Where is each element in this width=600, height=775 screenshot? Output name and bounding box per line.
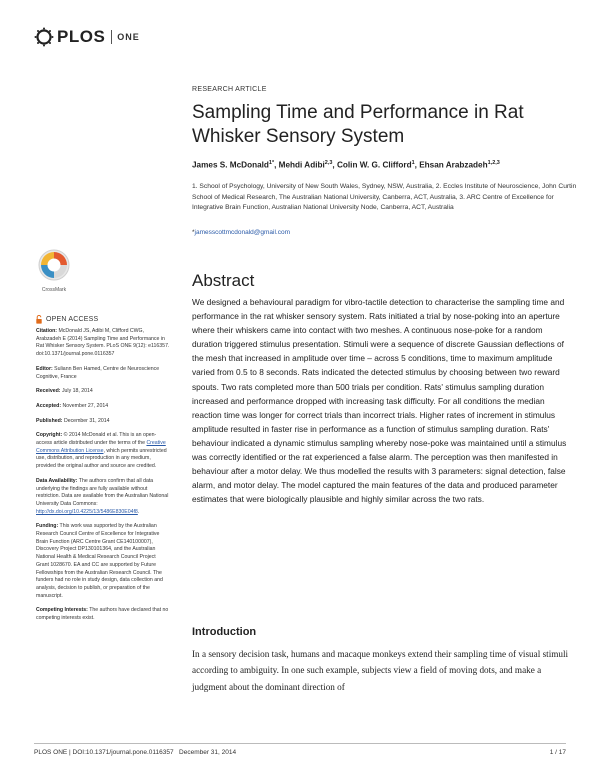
received-block [36,388,170,396]
author-name[interactable]: James S. McDonald [192,160,269,170]
author-name[interactable]: Ehsan Arabzadeh [419,160,488,170]
data-doi-link[interactable]: http://dx.doi.org/10.4225/13/5486E830E04f8 [36,508,138,515]
funding-block [36,523,170,600]
crossmark-icon[interactable] [34,248,74,298]
email-link[interactable]: jamesscottmcdonald@gmail.com [194,229,290,236]
published-label: Published: [36,417,63,424]
competing-interests-block [36,607,170,622]
plos-logo-icon [34,27,54,47]
editor-text: Suliann Ben Hamed, Centre de Neuroscience Cognitive, France [36,365,160,380]
published-date: December 31, 2014 [62,417,110,424]
logo-divider [111,30,112,44]
open-access-label: OPEN ACCESS [46,316,99,323]
email-marker: * [192,229,195,236]
open-access-badge [36,315,98,324]
copyright-block [36,432,170,471]
footer-divider [34,743,566,744]
footer-citation: PLOS ONE | DOI:10.1371/journal.pone.0116357 December 31, 2014 [34,749,237,756]
author-separator: , [332,160,337,170]
citation-text: McDonald JS, Adibi M, Clifford CWG, Arabzadeh E (2014) Sampling Time and Performance in Rat Whisker Sensory System. PLoS ONE 9(12): e116357. doi:10.1371/journal.pone.0116357 [36,328,170,358]
author-separator: , [274,160,279,170]
accepted-block [36,403,170,411]
author-affiliation-marker: 1* [268,160,275,166]
funding-text: This work was supported by the Australian Research Council Centre of Excellence for Integrative Brain Function (ARC Centre Grant CE140100007), Discovery Project DP130101364, and the Australian National Health & Medical Research Council Project Grant 1028670. EA and CC are supported by Future Fellowships from the Australian Research Council. The funders had no role in study design, data collection and analysis, decision to publish, or preparation of the manuscript. [36,523,163,599]
copyright-label: Copyright: [36,432,63,439]
copyright-text-end: , which permits unrestricted use, distribution, and reproduction in any medium, provided the original author and source are credited. [36,447,167,470]
author-separator: , [414,160,420,170]
page-number: 1 / 17 [549,749,566,756]
abstract-heading: Abstract [192,271,255,290]
author-name[interactable]: Mehdi Adibi [278,160,325,170]
data-availability-label: Data Availability: [36,477,78,484]
logo-sub-text: ONE [117,32,140,42]
accepted-date: November 27, 2014 [61,402,109,409]
accepted-label: Accepted: [36,402,62,409]
introduction-text: In a sensory decision task, humans and macaque monkeys extend their sampling time of visual stimuli according to ambiguity. In one such example, subjects view a field of moving dots, and make a judgment about the dominant direction of [192,649,569,692]
article-type-label: RESEARCH ARTICLE [192,86,267,93]
crossmark-label: CrossMark [41,287,67,293]
abstract-text: We designed a behavioural paradigm for vibro-tactile detection to characterise the sampling time and performance in the rat whisker sensory system. Rats initiated a trial by nose-poking into an aperture where their whiskers came into contact with two meshes. A continuous nose-poke for a random duration triggered stimulus presentation. Stimuli were a sequence of discrete Gaussian deflections of the mesh that increased in amplitude over time – across 5 conditions, time to maximum amplitude varied from 0.5 to 8 seconds. Rats indicated the detected stimulus by choosing between two reward spouts. Two rats completed more than 500 trials per condition. Rats' stimulus sampling duration increased and performance dropped with increasing task difficulty. For all conditions the median reaction time was longer for correct trials than incorrect trials. Higher rates of increment in stimulus amplitude resulted in faster rise in performance as a function of stimulus sampling duration. Rats' behaviour indicated a dynamic stimulus sampling whereby nose-poke was maintained until a stimulus was correctly identified or the rat experienced a false alarm. The perception was then manifested in behaviour after a motor delay. We thus modelled the results with 3 parameters: signal detection, false alarm, and motor delay. The model captured the main features of the data and produced parameter estimates that were biologically plausible and highly similar across the two rats. [192,297,567,505]
funding-label: Funding: [36,523,59,530]
received-label: Received: [36,388,61,395]
received-date: July 18, 2014 [60,388,93,395]
data-availability-text: The authors confirm that all data underlying the findings are fully available without restriction. Data are available from the Australian National University Data Commons: [36,477,169,507]
citation-label: Citation: [36,328,58,334]
author-name[interactable]: Colin W. G. Clifford [336,160,412,170]
affiliations: 1. School of Psychology, University of New South Wales, Sydney, NSW, Australia, 2. Eccles Institute of Neuroscience, John Curtin School of Medical Research, The Australian National University, Canberra, ACT, Australia, 3. ARC Centre of Excellence for Integrative Brain Function, Australian National University Node, Canberra, ACT, Australia [192,183,577,211]
journal-logo [34,26,140,48]
competing-interests-label: Competing Interests: [36,607,88,614]
data-availability-end: . [137,508,140,515]
corresponding-email [192,229,290,236]
author-affiliation-marker: 2,3 [324,160,333,166]
logo-brand-text: PLOS [57,27,106,46]
author-list [192,160,582,170]
competing-interests-text: The authors have declared that no competing interests exist. [36,607,169,622]
editor-label: Editor: [36,365,53,372]
open-lock-icon [36,315,42,324]
license-link[interactable]: Creative Commons Attribution License [36,440,166,454]
citation-block [36,328,170,359]
author-affiliation-marker: 1,2,3 [487,160,500,166]
editor-block [36,366,170,381]
article-metadata-sidebar [36,328,170,630]
author-affiliation-marker: 1 [411,160,415,166]
article-title: Sampling Time and Performance in Rat Whisker Sensory System [192,102,524,147]
data-availability-block [36,478,170,517]
published-block [36,418,170,426]
introduction-heading: Introduction [192,626,257,638]
copyright-text: © 2014 McDonald et al. This is an open-access article distributed under the terms of the [36,432,157,447]
